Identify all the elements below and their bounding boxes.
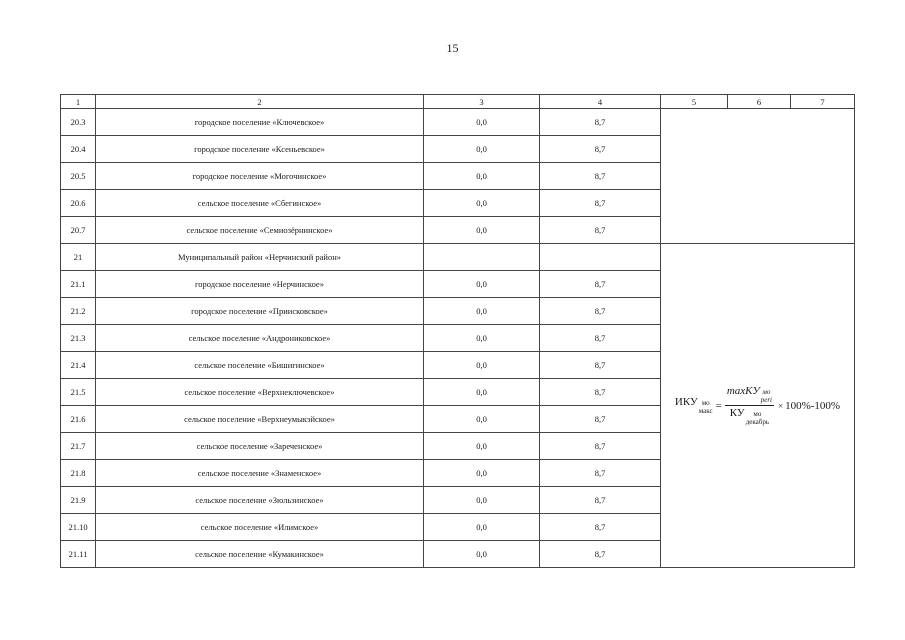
settlement-name: Муниципальный район «Нерчинский район» [96, 244, 424, 271]
value-col-4: 8,7 [540, 487, 661, 514]
value-col-4: 8,7 [540, 379, 661, 406]
settlement-name: сельское поселение «Бишигинское» [96, 352, 424, 379]
formula-cell [661, 244, 855, 568]
value-col-3: 0,0 [424, 487, 540, 514]
row-number: 21.2 [61, 298, 96, 325]
value-col-3: 0,0 [424, 190, 540, 217]
table-row [61, 109, 855, 136]
value-col-4 [540, 244, 661, 271]
row-number: 20.7 [61, 217, 96, 244]
row-number: 21.4 [61, 352, 96, 379]
settlement-name: городское поселение «Ксеньевское» [96, 136, 424, 163]
merged-empty-cell [661, 109, 855, 244]
value-col-3: 0,0 [424, 136, 540, 163]
value-col-4: 8,7 [540, 433, 661, 460]
value-col-3: 0,0 [424, 352, 540, 379]
value-col-4: 8,7 [540, 460, 661, 487]
formula-lhs: ИКУ [674, 396, 698, 408]
row-number: 20.3 [61, 109, 96, 136]
formula [675, 385, 840, 426]
row-number: 21.11 [61, 541, 96, 568]
header-row [61, 95, 855, 109]
value-col-3: 0,0 [424, 325, 540, 352]
header-cell: 3 [424, 95, 540, 109]
formula-times: × [778, 400, 784, 411]
settlement-name: сельское поселение «Илимское» [96, 514, 424, 541]
formula-denominator: КУ [729, 407, 745, 419]
value-col-4: 8,7 [540, 163, 661, 190]
value-col-3: 0,0 [424, 217, 540, 244]
formula-den-sup: мо [753, 410, 762, 418]
formula-lhs-sub: макс [698, 407, 713, 415]
value-col-4: 8,7 [540, 298, 661, 325]
table-row [61, 244, 855, 271]
settlement-name: сельское поселение «Зюльзинское» [96, 487, 424, 514]
header-cell: 7 [791, 95, 855, 109]
row-number: 21.6 [61, 406, 96, 433]
value-col-4: 8,7 [540, 217, 661, 244]
value-col-4: 8,7 [540, 109, 661, 136]
settlement-name: городское поселение «Могочинское» [96, 163, 424, 190]
row-number: 20.6 [61, 190, 96, 217]
settlement-name: сельское поселение «Верхнеумыкэйское» [96, 406, 424, 433]
value-col-3: 0,0 [424, 109, 540, 136]
settlement-name: сельское поселение «Семиозёрнинское» [96, 217, 424, 244]
value-col-3: 0,0 [424, 379, 540, 406]
row-number: 21.5 [61, 379, 96, 406]
settlement-name: сельское поселение «Сбегинское» [96, 190, 424, 217]
row-number: 21.10 [61, 514, 96, 541]
formula-equals: = [715, 399, 722, 412]
settlement-name: городское поселение «Приисковское» [96, 298, 424, 325]
row-number: 20.4 [61, 136, 96, 163]
header-cell: 2 [96, 95, 424, 109]
formula-numerator: maxКУ [726, 385, 760, 397]
header-cell: 6 [728, 95, 791, 109]
value-col-4: 8,7 [540, 136, 661, 163]
value-col-3: 0,0 [424, 541, 540, 568]
value-col-3: 0,0 [424, 406, 540, 433]
row-number: 21 [61, 244, 96, 271]
value-col-3 [424, 244, 540, 271]
value-col-3: 0,0 [424, 460, 540, 487]
value-col-4: 8,7 [540, 190, 661, 217]
settlement-name: городское поселение «Ключевское» [96, 109, 424, 136]
value-col-4: 8,7 [540, 271, 661, 298]
value-col-4: 8,7 [540, 541, 661, 568]
row-number: 21.7 [61, 433, 96, 460]
page-number: 15 [446, 41, 459, 55]
settlement-name: городское поселение «Нерчинское» [96, 271, 424, 298]
formula-num-sub: peri [760, 396, 772, 404]
formula-den-sub: декабрь [745, 418, 770, 426]
header-cell: 5 [661, 95, 728, 109]
settlement-name: сельское поселение «Знаменское» [96, 460, 424, 487]
settlement-name: сельское поселение «Кумакинское» [96, 541, 424, 568]
header-cell: 1 [61, 95, 96, 109]
row-number: 21.9 [61, 487, 96, 514]
value-col-4: 8,7 [540, 352, 661, 379]
formula-lhs-sup: мо [701, 399, 710, 407]
row-number: 21.3 [61, 325, 96, 352]
data-table [60, 94, 855, 568]
settlement-name: сельское поселение «Верхнеключевское» [96, 379, 424, 406]
value-col-3: 0,0 [424, 163, 540, 190]
value-col-4: 8,7 [540, 406, 661, 433]
row-number: 20.5 [61, 163, 96, 190]
value-col-4: 8,7 [540, 325, 661, 352]
settlement-name: сельское поселение «Зареченское» [96, 433, 424, 460]
value-col-3: 0,0 [424, 433, 540, 460]
header-cell: 4 [540, 95, 661, 109]
value-col-3: 0,0 [424, 298, 540, 325]
value-col-3: 0,0 [424, 514, 540, 541]
formula-tail: 100%-100% [785, 399, 841, 412]
value-col-3: 0,0 [424, 271, 540, 298]
formula-num-sup: мо [762, 388, 771, 396]
row-number: 21.1 [61, 271, 96, 298]
value-col-4: 8,7 [540, 514, 661, 541]
formula-fraction [725, 385, 774, 426]
row-number: 21.8 [61, 460, 96, 487]
settlement-name: сельское поселение «Андрониковское» [96, 325, 424, 352]
